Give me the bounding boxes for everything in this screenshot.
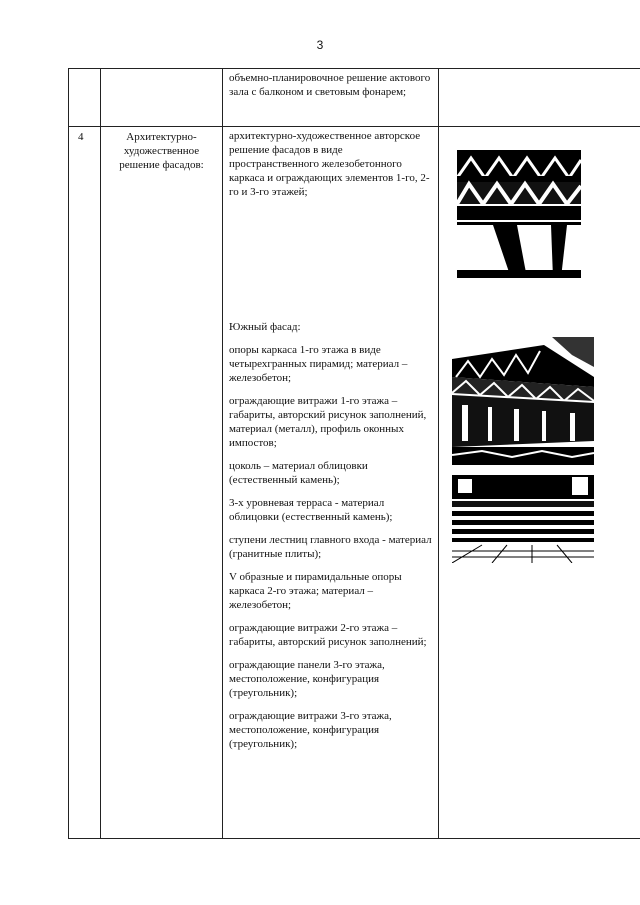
list-item: опоры каркаса 1-го этажа в виде четырехгранных пирамид; материал – железобетон; — [229, 344, 408, 384]
row-name-cell: Архитектурно-художественное решение фасадов: — [101, 127, 223, 839]
list-item: ограждающие панели 3-го этажа, местоположение, конфигурация (треугольник); — [229, 659, 385, 699]
list-item: V образные и пирамидальные опоры каркаса 2-го этажа; материал – железобетон; — [229, 571, 402, 611]
south-facade-photo — [452, 337, 594, 465]
row-number-cell — [69, 69, 101, 127]
list-item: 3-х уровневая терраса - материал облицовки (естественный камень); — [229, 497, 393, 523]
row-description-cell — [223, 127, 439, 839]
facade-frame-photo — [457, 150, 581, 278]
terrace-steps-photo — [452, 475, 594, 563]
list-item: цоколь – материал облицовки (естественный камень); — [229, 460, 368, 486]
row-number-cell: 4 — [69, 127, 101, 839]
list-item: Южный фасад: — [229, 321, 301, 333]
list-item: ограждающие витражи 1-го этажа – габариты, авторский рисунок заполнений, материал (металл), профиль оконных импостов; — [229, 395, 427, 449]
row-name-cell — [101, 69, 223, 127]
page-number: 3 — [316, 38, 324, 52]
list-item: ограждающие витражи 2-го этажа – габариты, авторский рисунок заполнений; — [229, 622, 427, 648]
row-photo-cell — [439, 69, 640, 127]
description-text: объемно-планировочное решение актового зала с балконом и световым фонарем; — [229, 72, 431, 98]
row-description-cell — [223, 69, 439, 127]
table-row — [69, 69, 640, 127]
list-item: ступени лестниц главного входа - материал (гранитные плиты); — [229, 534, 432, 560]
list-item: ограждающие витражи 3-го этажа, местоположение, конфигурация (треугольник); — [229, 710, 392, 750]
facade-intro-text: архитектурно-художественное авторское решение фасадов в виде пространственного железобетонного каркаса и ограждающих элементов 1-го, 2-го и 3-го этажей; — [229, 130, 430, 198]
